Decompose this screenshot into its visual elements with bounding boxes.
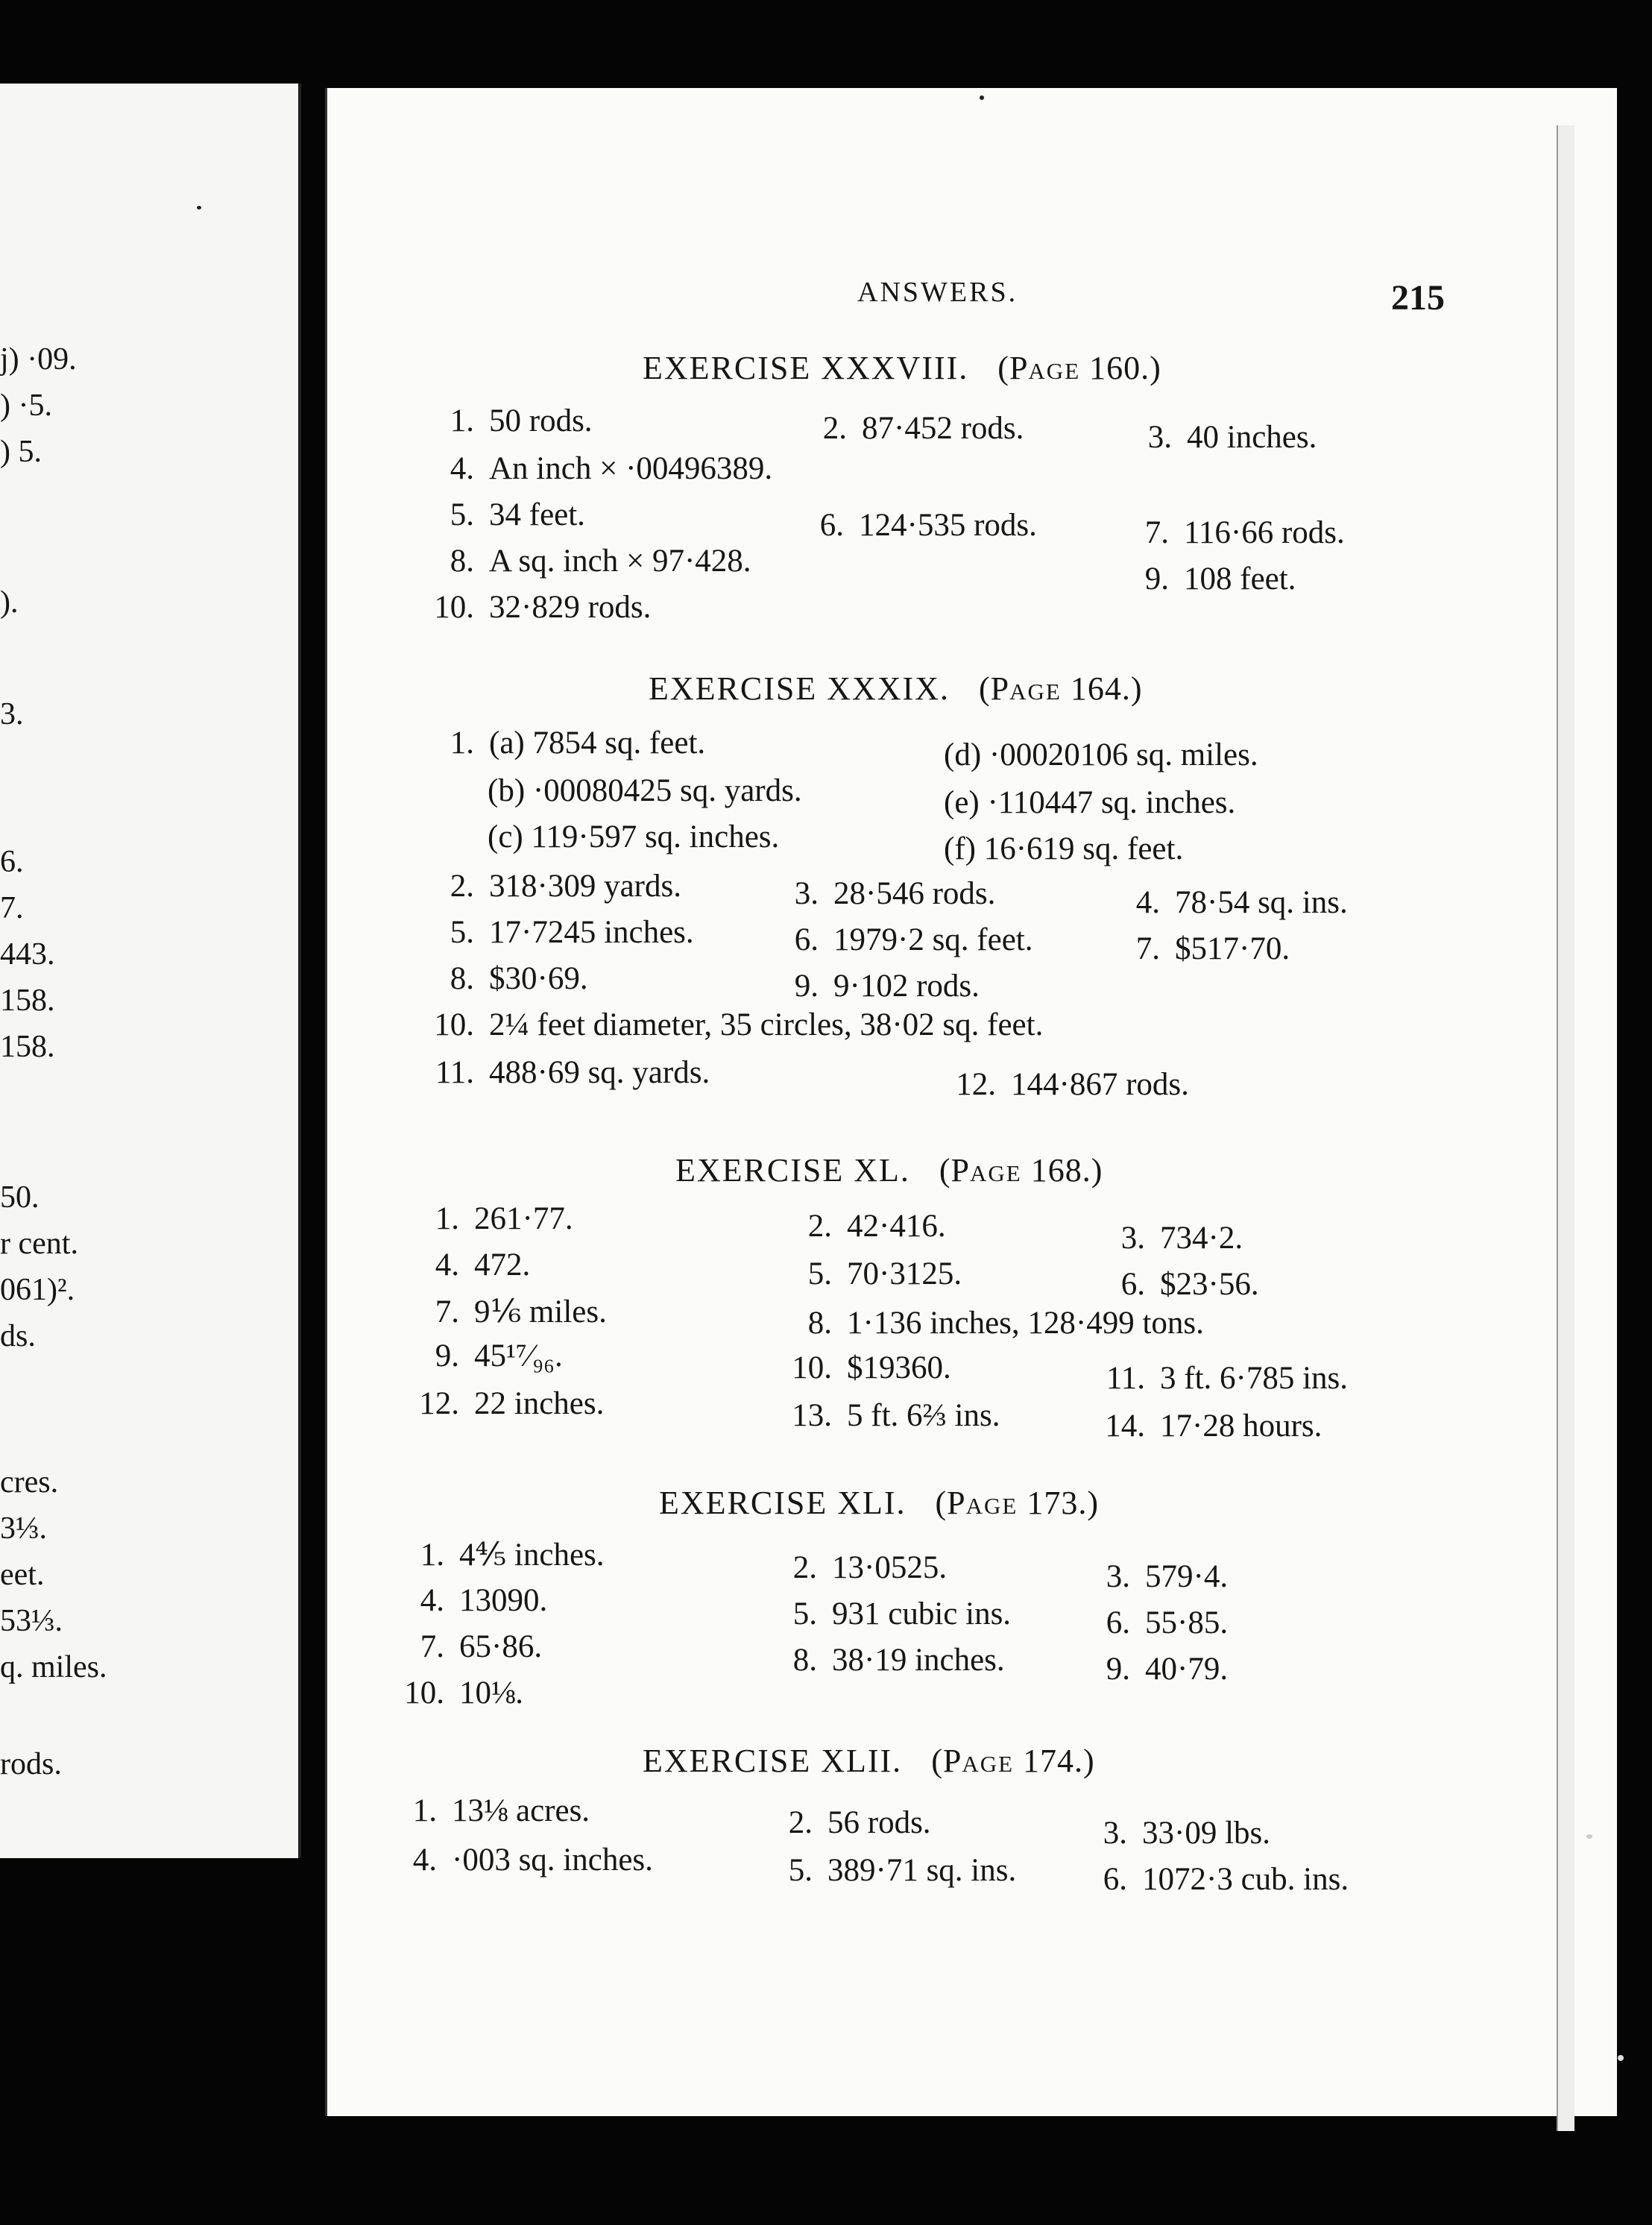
answer-item: 12. 144·867 rods.: [956, 1067, 1189, 1102]
left-fragment: 3⅓.: [0, 1511, 47, 1546]
left-fragment: ).: [0, 585, 19, 620]
scan-speck: [980, 95, 984, 100]
answer-item: 10. 10⅛.: [404, 1675, 523, 1711]
left-fragment: 50.: [0, 1180, 40, 1215]
left-fragment: q. miles.: [0, 1650, 107, 1684]
answer-item: 5. 389·71 sq. ins.: [788, 1853, 1017, 1888]
answer-item: 4. An inch × ·00496389.: [450, 451, 773, 486]
left-fragment: ) ·5.: [0, 388, 52, 423]
answer-item: 2. 13·0525.: [792, 1550, 948, 1585]
answer-item: 6. 1979·2 sq. feet.: [794, 922, 1033, 957]
answer-item: 11. 3 ft. 6·785 ins.: [1106, 1361, 1349, 1396]
answer-item: 4. 78·54 sq. ins.: [1135, 885, 1348, 920]
answer-item: 2. 56 rods.: [788, 1805, 931, 1840]
answer-item: 10. 32·829 rods.: [434, 590, 652, 625]
exercise-title: EXERCISE XLI.: [659, 1485, 907, 1521]
answer-item: (e) ·110447 sq. inches.: [944, 785, 1236, 820]
answer-item: (f) 16·619 sq. feet.: [944, 831, 1184, 866]
left-fragment: r cent.: [0, 1227, 78, 1261]
exercise-heading: [643, 349, 1161, 387]
answer-item: 1. 261·77.: [435, 1201, 573, 1236]
left-fragment: 158.: [0, 984, 55, 1018]
left-page-fragment: [0, 84, 301, 1858]
exercise-heading: [643, 1742, 1095, 1780]
answer-item: (d) ·00020106 sq. miles.: [944, 737, 1258, 772]
left-fragment: 7.: [0, 891, 24, 925]
answer-item: (b) ·00080425 sq. yards.: [488, 773, 802, 808]
answer-item: 4. 472.: [435, 1247, 531, 1283]
answer-item: 14. 17·28 hours.: [1105, 1409, 1322, 1444]
scan-speck: [197, 206, 201, 210]
left-fragment: ) 5.: [0, 435, 42, 469]
answer-item: 9. 9·102 rods.: [794, 969, 980, 1004]
answer-item: 7. 9⅙ miles.: [435, 1294, 607, 1329]
left-fragment: 061)².: [0, 1273, 75, 1307]
left-fragment: 6.: [0, 845, 24, 879]
answer-item: 8. $30·69.: [450, 961, 588, 996]
answer-item: 3. 33·09 lbs.: [1103, 1816, 1270, 1851]
page-reference: (PAGE 164.): [978, 670, 1143, 707]
answer-item: 7. 116·66 rods.: [1144, 515, 1345, 550]
scan-speck: [1586, 1834, 1592, 1839]
page-edge: [1557, 125, 1574, 2131]
left-fragment: cres.: [0, 1465, 59, 1499]
answer-item: 7. 65·86.: [420, 1629, 543, 1664]
page-reference: (PAGE 173.): [935, 1485, 1100, 1521]
left-fragment: 3.: [0, 697, 24, 731]
answer-item: 2. 87·452 rods.: [822, 411, 1024, 446]
answer-item: (c) 119·597 sq. inches.: [488, 819, 780, 855]
exercise-title: EXERCISE XXXIX.: [649, 670, 950, 707]
answer-item: 1. 50 rods.: [450, 403, 593, 438]
left-fragment: eet.: [0, 1558, 45, 1592]
page-reference: (PAGE 168.): [939, 1152, 1103, 1189]
answer-item: 3. 579·4.: [1106, 1559, 1229, 1594]
page-reference: (PAGE 174.): [931, 1743, 1095, 1779]
answer-item: 6. $23·56.: [1120, 1267, 1259, 1302]
answer-item: 10. $19360.: [792, 1350, 951, 1385]
answer-item: 5. 931 cubic ins.: [792, 1596, 1012, 1631]
answer-item: 7. $517·70.: [1135, 931, 1290, 966]
answer-item: 5. 70·3125.: [807, 1256, 962, 1291]
exercise-heading: [659, 1484, 1099, 1522]
answer-item: 8. 38·19 inches.: [792, 1643, 1005, 1678]
answer-item: 6. 1072·3 cub. ins.: [1103, 1862, 1349, 1897]
answer-item: 2. 318·309 yards.: [450, 869, 681, 904]
exercise-heading: [649, 670, 1142, 708]
answer-item: 3. 734·2.: [1120, 1221, 1243, 1256]
answer-item: 9. 45¹⁷⁄₉₆.: [435, 1338, 563, 1373]
left-fragment: 443.: [0, 937, 55, 972]
answer-item: 3. 40 inches.: [1147, 420, 1317, 455]
answer-item: 2. 42·416.: [807, 1209, 946, 1244]
answer-item: 9. 108 feet.: [1144, 561, 1296, 597]
answer-item: 5. 17·7245 inches.: [450, 915, 694, 950]
answer-item: 1. 4⅘ inches.: [420, 1538, 605, 1573]
answer-item: 4. 13090.: [420, 1583, 548, 1618]
left-fragment: 158.: [0, 1030, 55, 1064]
answer-item: 3. 28·546 rods.: [794, 876, 996, 911]
exercise-title: EXERCISE XLII.: [643, 1743, 903, 1779]
exercise-title: EXERCISE XXXVIII.: [643, 350, 969, 386]
running-title: ANSWERS.: [857, 277, 1018, 308]
answer-item: 10. 2¼ feet diameter, 35 circles, 38·02 sq. feet.: [434, 1007, 1044, 1042]
answer-item: 6. 124·535 rods.: [819, 508, 1037, 543]
answer-item: 4. ·003 sq. inches.: [412, 1842, 653, 1878]
answer-item: 8. A sq. inch × 97·428.: [450, 544, 751, 579]
exercise-heading: [675, 1151, 1103, 1189]
answer-item: 9. 40·79.: [1106, 1652, 1229, 1687]
page-number: 215: [1391, 278, 1445, 318]
answer-item: 8. 1·136 inches, 128·499 tons.: [807, 1306, 1204, 1341]
left-fragment: 53⅓.: [0, 1604, 63, 1638]
exercise-title: EXERCISE XL.: [675, 1152, 910, 1189]
answer-item: 11. 488·69 sq. yards.: [435, 1055, 710, 1090]
answer-item: 1. (a) 7854 sq. feet.: [450, 726, 706, 761]
answer-item: 13. 5 ft. 6⅔ ins.: [792, 1398, 1000, 1433]
answer-item: 12. 22 inches.: [419, 1386, 605, 1421]
left-fragment: ds.: [0, 1319, 36, 1353]
page-reference: (PAGE 160.): [997, 350, 1161, 386]
answer-item: 5. 34 feet.: [450, 497, 585, 532]
answer-item: 1. 13⅛ acres.: [412, 1793, 590, 1828]
left-fragment: j) ·09.: [0, 342, 77, 377]
scan-speck: [1618, 2055, 1624, 2061]
answer-item: 6. 55·85.: [1106, 1605, 1229, 1640]
left-fragment: rods.: [0, 1747, 62, 1781]
